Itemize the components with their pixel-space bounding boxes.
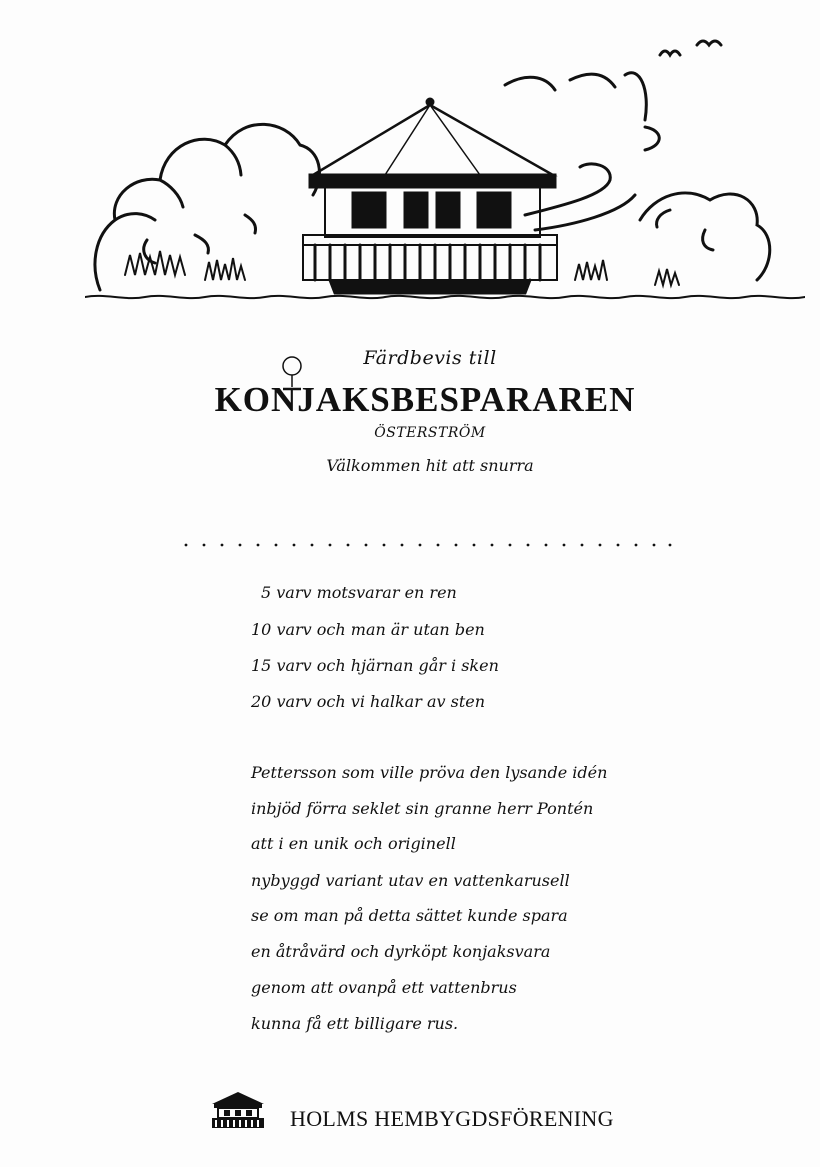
stanza2-line: inbjöd förra seklet sin granne herr Pontén [251, 799, 594, 818]
place-name: ÖSTERSTRÖM [374, 425, 486, 441]
welcome-line: Välkommen hit att snurra [326, 456, 534, 475]
stanza2-line: kunna få ett billigare rus. [251, 1014, 459, 1033]
dotted-separator [183, 540, 673, 550]
stanza2-line: att i en unik och originell [251, 834, 456, 853]
stanza1-line: 10 varv och man är utan ben [251, 620, 485, 639]
stanza1-line: 20 varv och vi halkar av sten [251, 692, 486, 711]
stanza1-line: 5 varv motsvarar en ren [261, 583, 457, 602]
document-title: KONJAKSBESPARAREN [214, 380, 636, 419]
pavilion-illustration [85, 35, 805, 310]
document-subtitle: Färdbevis till [363, 347, 497, 369]
stanza2-line: en åtråvärd och dyrköpt konjaksvara [251, 942, 551, 961]
organization-name: HOLMS HEMBYGDSFÖRENING [290, 1106, 614, 1131]
stanza2-line: Pettersson som ville pröva den lysande idén [251, 763, 608, 782]
stanza2-line: nybyggd variant utav en vattenkarusell [251, 871, 570, 890]
stanza1-line: 15 varv och hjärnan går i sken [251, 656, 499, 675]
pavilion-logo-icon [210, 1090, 266, 1130]
stanza2-line: se om man på detta sättet kunde spara [251, 906, 568, 925]
stanza2-line: genom att ovanpå ett vattenbrus [251, 978, 517, 997]
